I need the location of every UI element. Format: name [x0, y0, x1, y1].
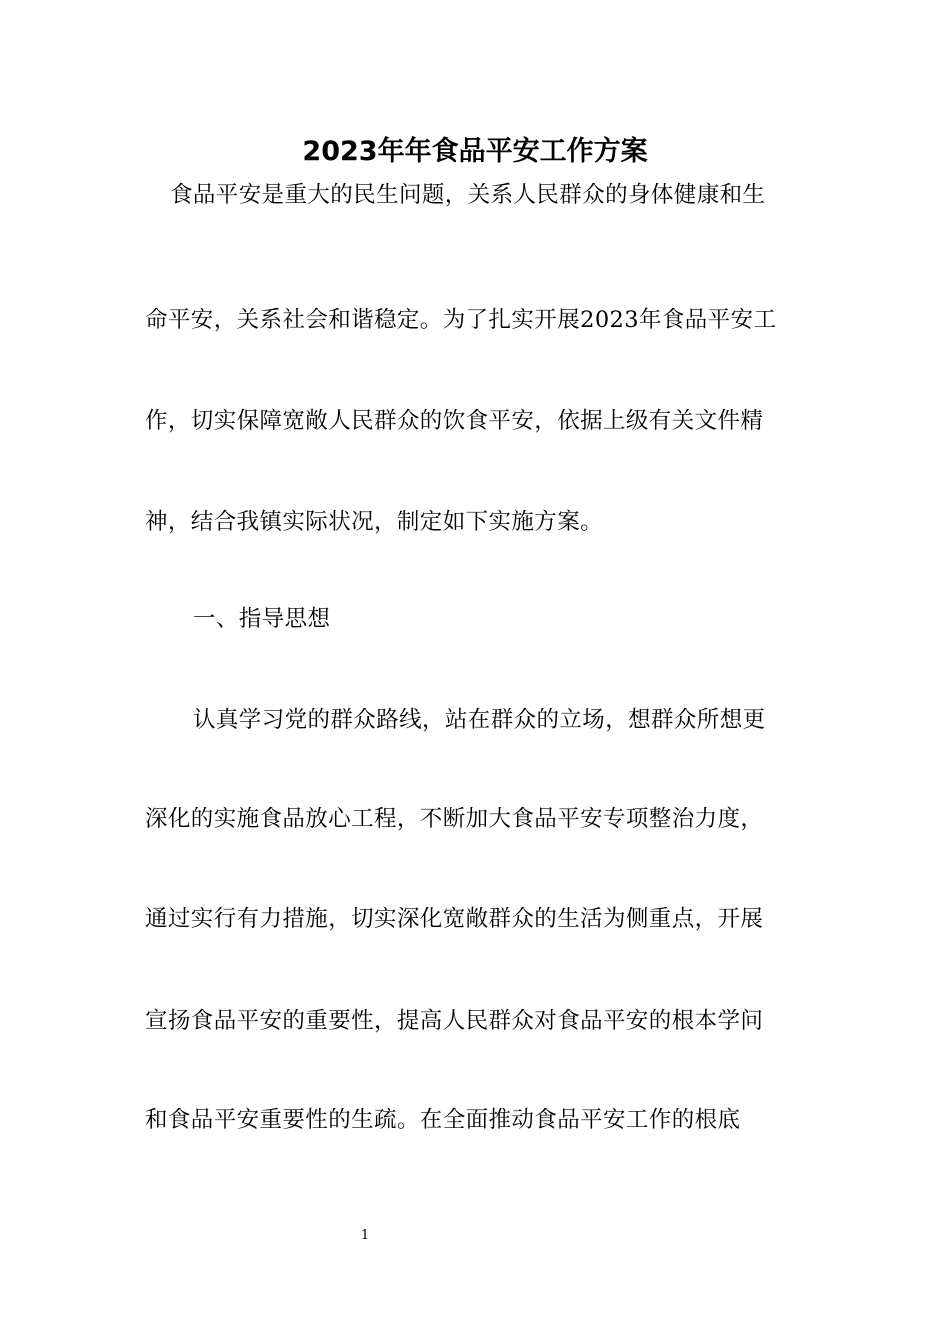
paragraph-line: 通过实行有力措施，切实深化宽敞群众的生活为侧重点，开展 — [145, 906, 764, 932]
paragraph-line: 和食品平安重要性的生疏。在全面推动食品平安工作的根底 — [145, 1107, 741, 1133]
paragraph-line: 深化的实施食品放心工程，不断加大食品平安专项整治力度， — [145, 806, 764, 832]
paragraph-line: 命平安，关系社会和谐稳定。为了扎实开展2023年食品平安工 — [145, 307, 777, 333]
paragraph-line: 作，切实保障宽敞人民群众的饮食平安，依据上级有关文件精 — [145, 408, 764, 434]
page-number: 1 — [360, 1228, 370, 1243]
section-heading: 一、指导思想 — [193, 606, 331, 632]
paragraph-line: 神，结合我镇实际状况，制定如下实施方案。 — [145, 509, 604, 535]
paragraph-line: 认真学习党的群众路线，站在群众的立场，想群众所想更 — [193, 707, 766, 733]
document-title: 2023年年食品平安工作方案 — [302, 136, 648, 167]
paragraph-line: 食品平安是重大的民生问题，关系人民群众的身体健康和生 — [170, 182, 766, 208]
paragraph-line: 宣扬食品平安的重要性，提高人民群众对食品平安的根本学问 — [145, 1008, 764, 1034]
